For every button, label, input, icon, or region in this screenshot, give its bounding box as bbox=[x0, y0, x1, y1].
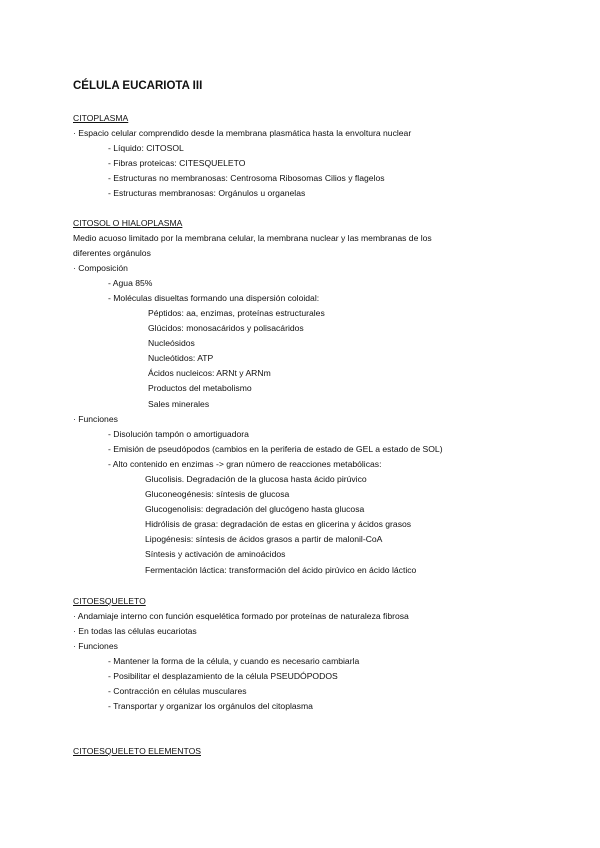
list-item: - Emisión de pseudópodos (cambios en la periferia de estado de GEL a estado de SOL) bbox=[108, 444, 443, 454]
molecule-item: Glúcidos: monosacáridos y polisacáridos bbox=[148, 323, 304, 333]
reaction-item: Lipogénesis: síntesis de ácidos grasos a partir de malonil-CoA bbox=[145, 534, 383, 544]
molecule-item: Sales minerales bbox=[148, 399, 210, 409]
list-item: - Estructuras membranosas: Orgánulos u organelas bbox=[108, 188, 306, 198]
list-item: - Líquido: CITOSOL bbox=[108, 143, 184, 153]
citoesqueleto-point: · Funciones bbox=[73, 641, 118, 651]
citoesqueleto-point: · En todas las células eucariotas bbox=[73, 626, 197, 636]
list-item: - Disolución tampón o amortiguadora bbox=[108, 429, 249, 439]
list-item: - Mantener la forma de la célula, y cuando es necesario cambiarla bbox=[108, 656, 360, 666]
reaction-item: Gluconeogénesis: síntesis de glucosa bbox=[145, 489, 290, 499]
section-heading-citoesqueleto: CITOESQUELETO bbox=[73, 596, 146, 606]
citosol-description-line: diferentes orgánulos bbox=[73, 248, 151, 258]
reaction-item: Fermentación láctica: transformación del ácido pirúvico en ácido láctico bbox=[145, 565, 417, 575]
molecule-item: Productos del metabolismo bbox=[148, 383, 252, 393]
page-title: CÉLULA EUCARIOTA III bbox=[73, 80, 203, 92]
list-item: - Transportar y organizar los orgánulos del citoplasma bbox=[108, 701, 313, 711]
molecule-item: Nucleósidos bbox=[148, 338, 195, 348]
citosol-description-line: Medio acuoso limitado por la membrana celular, la membrana nuclear y las membranas de los bbox=[73, 233, 432, 243]
reaction-item: Glucogenolisis: degradación del glucógeno hasta glucosa bbox=[145, 504, 365, 514]
list-item: - Alto contenido en enzimas -> gran número de reacciones metabólicas: bbox=[108, 459, 382, 469]
section-heading-elementos: CITOESQUELETO ELEMENTOS bbox=[73, 746, 201, 756]
list-item: - Fibras proteicas: CITESQUELETO bbox=[108, 158, 246, 168]
list-item: - Contracción en células musculares bbox=[108, 686, 247, 696]
funciones-label: · Funciones bbox=[73, 414, 118, 424]
citoplasma-intro: · Espacio celular comprendido desde la membrana plasmática hasta la envoltura nuclear bbox=[73, 128, 412, 138]
composicion-label: · Composición bbox=[73, 263, 128, 273]
citoesqueleto-point: · Andamiaje interno con función esquelética formado por proteínas de naturaleza fibrosa bbox=[73, 611, 409, 621]
reaction-item: Hidrólisis de grasa: degradación de estas en glicerina y ácidos grasos bbox=[145, 519, 412, 529]
molecule-item: Péptidos: aa, enzimas, proteínas estructurales bbox=[148, 308, 325, 318]
molecule-item: Ácidos nucleicos: ARNt y ARNm bbox=[148, 368, 271, 378]
list-item: - Posibilitar el desplazamiento de la célula PSEUDÓPODOS bbox=[108, 671, 338, 681]
section-heading-citoplasma: CITOPLASMA bbox=[73, 113, 129, 123]
list-item: - Moléculas disueltas formando una dispersión coloidal: bbox=[108, 293, 320, 303]
section-heading-citosol: CITOSOL O HIALOPLASMA bbox=[73, 218, 183, 228]
reaction-item: Síntesis y activación de aminoácidos bbox=[145, 549, 286, 559]
reaction-item: Glucolisis. Degradación de la glucosa hasta ácido pirúvico bbox=[145, 474, 367, 484]
list-item: - Agua 85% bbox=[108, 278, 153, 288]
list-item: - Estructuras no membranosas: Centrosoma Ribosomas Cilios y flagelos bbox=[108, 173, 385, 183]
molecule-item: Nucleótidos: ATP bbox=[148, 353, 214, 363]
